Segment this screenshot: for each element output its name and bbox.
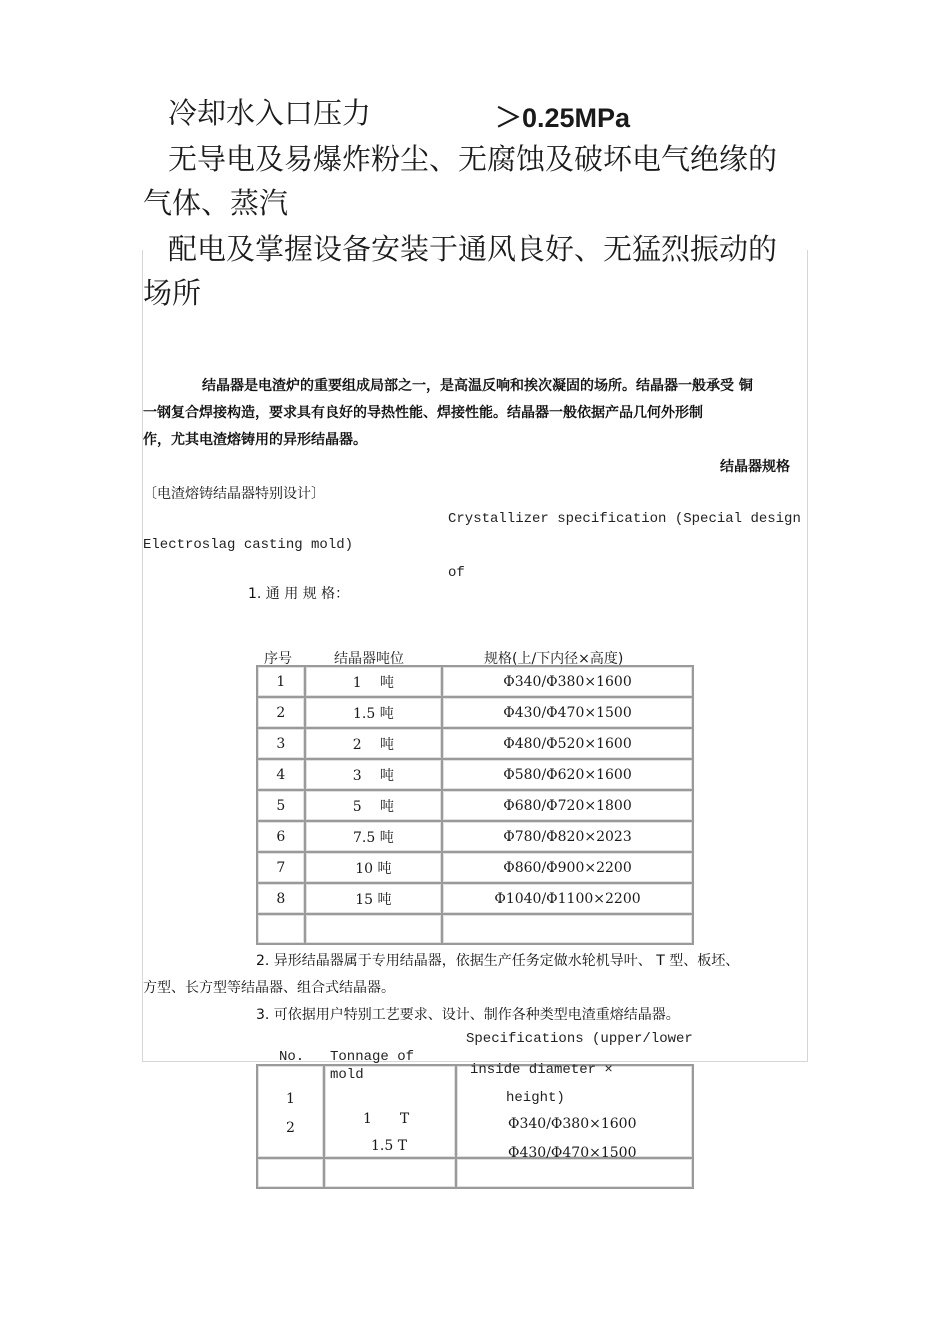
table-row (257, 790, 693, 821)
cell-tonnage: 10 吨 (305, 852, 442, 883)
en-row-1-spec: Φ340/Φ380×1600 (508, 1116, 637, 1132)
cell-tonnage: 1.5 吨 (305, 697, 442, 728)
en-row-2-no: 2 (286, 1120, 295, 1136)
installation-line-2: 场所 (143, 276, 202, 310)
en-row-2-tonnage: 1.5 T (371, 1138, 408, 1154)
pressure-value: ＞0.25MPa (495, 103, 631, 133)
table-row (257, 666, 693, 697)
en-row-1-no: 1 (286, 1091, 295, 1107)
table-row (257, 759, 693, 790)
note-3: 3. 可依据用户特别工艺要求、设计、制作各种类型电渣重熔结晶器。 (256, 1007, 680, 1023)
cell-no: 8 (257, 883, 305, 914)
en-row-2-spec: Φ430/Φ470×1500 (508, 1145, 637, 1161)
en-header-spec-3: height) (506, 1090, 565, 1106)
en-header-no: No. (279, 1049, 305, 1065)
cell-no: 6 (257, 821, 305, 852)
en-title-line-1: Crystallizer specification (Special design (448, 511, 801, 527)
pressure-label: 冷却水入口压力 (168, 96, 372, 130)
table-row-empty (257, 914, 693, 944)
installation-line-1: 配电及掌握设备安装于通风良好、无猛烈振动的 (168, 232, 778, 266)
cell-tonnage: 3 吨 (305, 759, 442, 790)
general-spec-heading: 1. 通 用 规 格： (248, 586, 350, 602)
cell-no: 5 (257, 790, 305, 821)
environment-line-1: 无导电及易爆炸粉尘、无腐蚀及破坏电气绝缘的 (168, 142, 778, 176)
environment-line-2: 气体、蒸汽 (143, 186, 289, 220)
cell-no: 2 (257, 697, 305, 728)
intro-line-3: 作，尤其电渣熔铸用的异形结晶器。 (143, 432, 367, 448)
cell-no: 4 (257, 759, 305, 790)
cell-spec: Φ680/Φ720×1800 (442, 790, 693, 821)
cell-no: 7 (257, 852, 305, 883)
table-row (257, 852, 693, 883)
table-row (257, 883, 693, 914)
table-header-spec: 规格(上/下内径×高度) (484, 651, 624, 667)
cell-tonnage: 5 吨 (305, 790, 442, 821)
intro-line-1: 结晶器是电渣炉的重要组成局部之一，是高温反响和挨次凝固的场所。结晶器一般承受 铜 (202, 378, 753, 394)
cell-spec: Φ340/Φ380×1600 (442, 666, 693, 697)
cell-tonnage: 7.5 吨 (305, 821, 442, 852)
en-title-of: of (448, 565, 465, 581)
cell-spec: Φ580/Φ620×1600 (442, 759, 693, 790)
cell-tonnage: 2 吨 (305, 728, 442, 759)
note-2-line-1: 2. 异形结晶器属于专用结晶器，依据生产任务定做水轮机导叶、 T 型、板坯、 (256, 953, 740, 969)
table-row (257, 821, 693, 852)
table-header-no: 序号 (264, 651, 292, 667)
cell-spec: Φ430/Φ470×1500 (442, 697, 693, 728)
cell-spec: Φ480/Φ520×1600 (442, 728, 693, 759)
table-row (257, 728, 693, 759)
en-header-tonnage-1: Tonnage of (330, 1049, 415, 1065)
special-design-note: 〔电渣熔铸结晶器特别设计〕 (143, 486, 325, 502)
en-row-1-tonnage: 1 T (363, 1111, 410, 1127)
table-header-tonnage: 结晶器吨位 (334, 651, 404, 667)
cell-no: 1 (257, 666, 305, 697)
note-2-line-2: 方型、长方型等结晶器、组合式结晶器。 (143, 980, 395, 996)
en-header-spec-1: Specifications (upper/lower (466, 1031, 693, 1047)
cell-tonnage: 15 吨 (305, 883, 442, 914)
table-row (257, 697, 693, 728)
en-header-spec-2: inside diameter × (470, 1062, 613, 1078)
en-header-tonnage-2: mold (330, 1067, 364, 1083)
cell-spec: Φ780/Φ820×2023 (442, 821, 693, 852)
cell-no: 3 (257, 728, 305, 759)
cell-spec: Φ1040/Φ1100×2200 (442, 883, 693, 914)
cell-tonnage: 1 吨 (305, 666, 442, 697)
intro-line-2: 一钢复合焊接构造，要求具有良好的导热性能、焊接性能。结晶器一般依据产品几何外形制 (143, 405, 703, 421)
crystallizer-spec-table (256, 665, 694, 945)
spec-title: 结晶器规格 (720, 459, 790, 475)
en-title-line-2: Electroslag casting mold) (143, 537, 354, 553)
cell-spec: Φ860/Φ900×2200 (442, 852, 693, 883)
